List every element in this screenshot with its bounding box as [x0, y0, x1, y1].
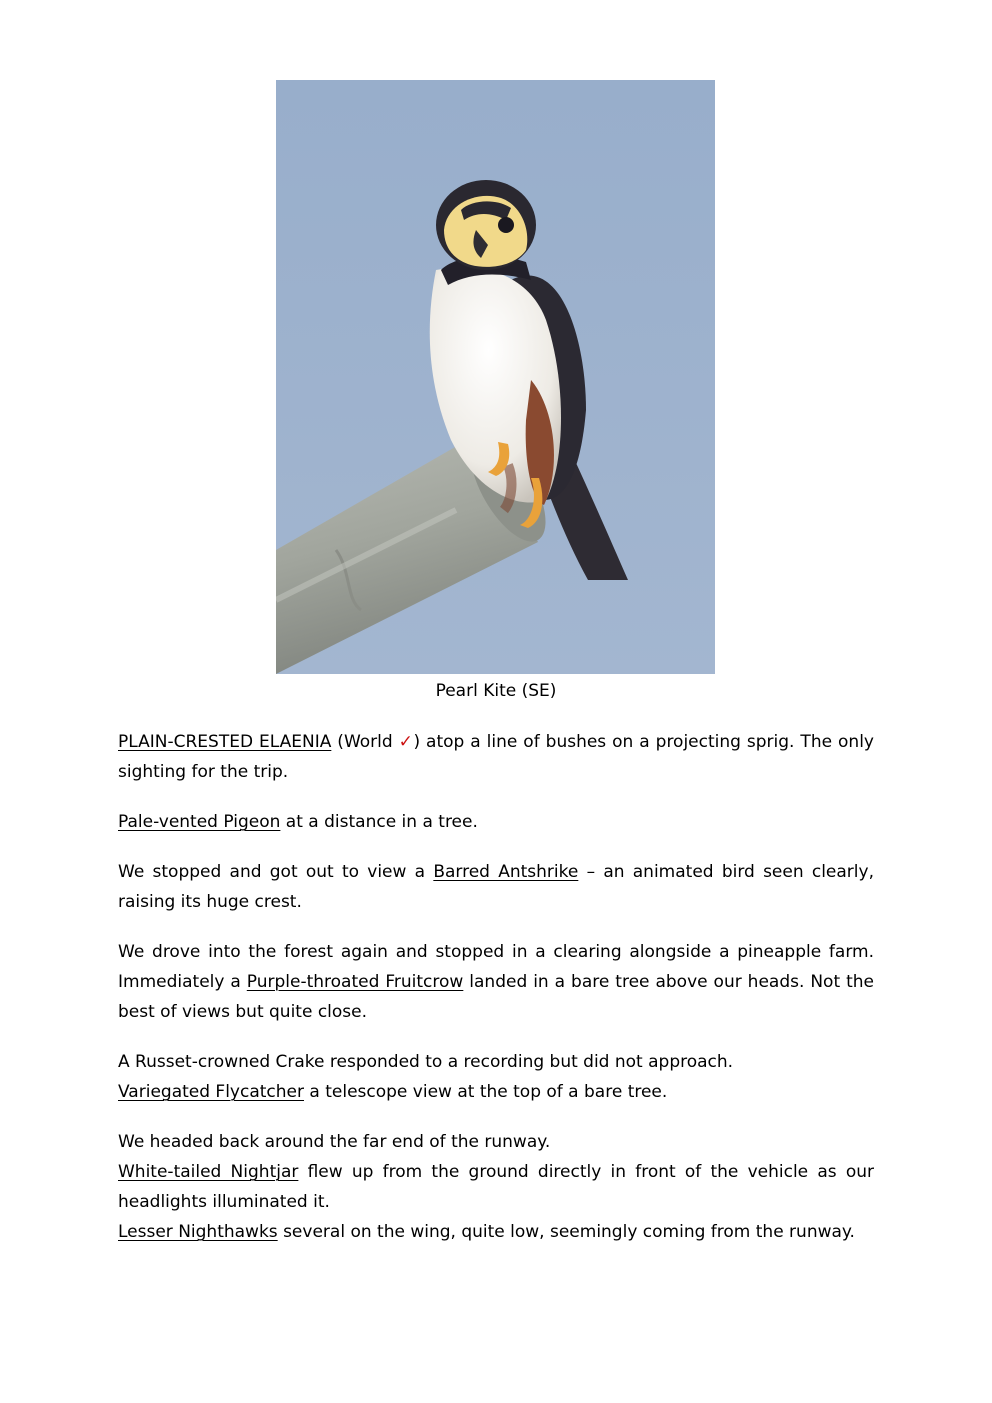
paragraph-russet-crowned-crake: A Russet-crowned Crake responded to a recording but did not approach. Variegated Flycatcher a telescope view at the top of a bare tree. — [118, 1052, 734, 1102]
paragraph-plain-crested-elaenia: PLAIN-CRESTED ELAENIA (World ✓) atop a line of bushes on a projecting sprig. The only sighting for the trip. — [118, 732, 874, 782]
trip-report-text — [118, 727, 874, 1247]
paragraph-runway-night: We headed back around the far end of the runway. White-tailed Nightjar flew up from the ground directly in front of the vehicle as our headlights illuminated it. Lesser Nighthawks several on the wing, quite low, seemingly coming from the runway. — [118, 1132, 874, 1242]
species-name: Pale-vented Pigeon — [118, 812, 281, 832]
species-name: Purple-throated Fruitcrow — [246, 972, 464, 992]
pearl-kite-photo — [276, 80, 715, 674]
paragraph-pale-vented-pigeon: Pale-vented Pigeon at a distance in a tree. — [118, 812, 478, 832]
photo-caption: Pearl Kite (SE) — [435, 681, 557, 701]
species-name: Lesser Nighthawks — [118, 1222, 278, 1242]
paragraph-barred-antshrike: We stopped and got out to view a Barred Antshrike – an animated bird seen clearly, raising its huge crest. — [118, 862, 874, 912]
checkmark-icon: ✓ — [398, 732, 414, 752]
species-name: Barred Antshrike — [433, 862, 579, 882]
paragraph-purple-throated-fruitcrow: We drove into the forest again and stopped in a clearing alongside a pineapple farm. Immediately a Purple-throated Fruitcrow landed in a bare tree above our heads. Not the best of views but quite close. — [118, 942, 874, 1022]
species-name: White-tailed Nightjar — [118, 1162, 299, 1182]
species-name: PLAIN-CRESTED ELAENIA — [118, 732, 332, 752]
species-name: Variegated Flycatcher — [118, 1082, 304, 1102]
